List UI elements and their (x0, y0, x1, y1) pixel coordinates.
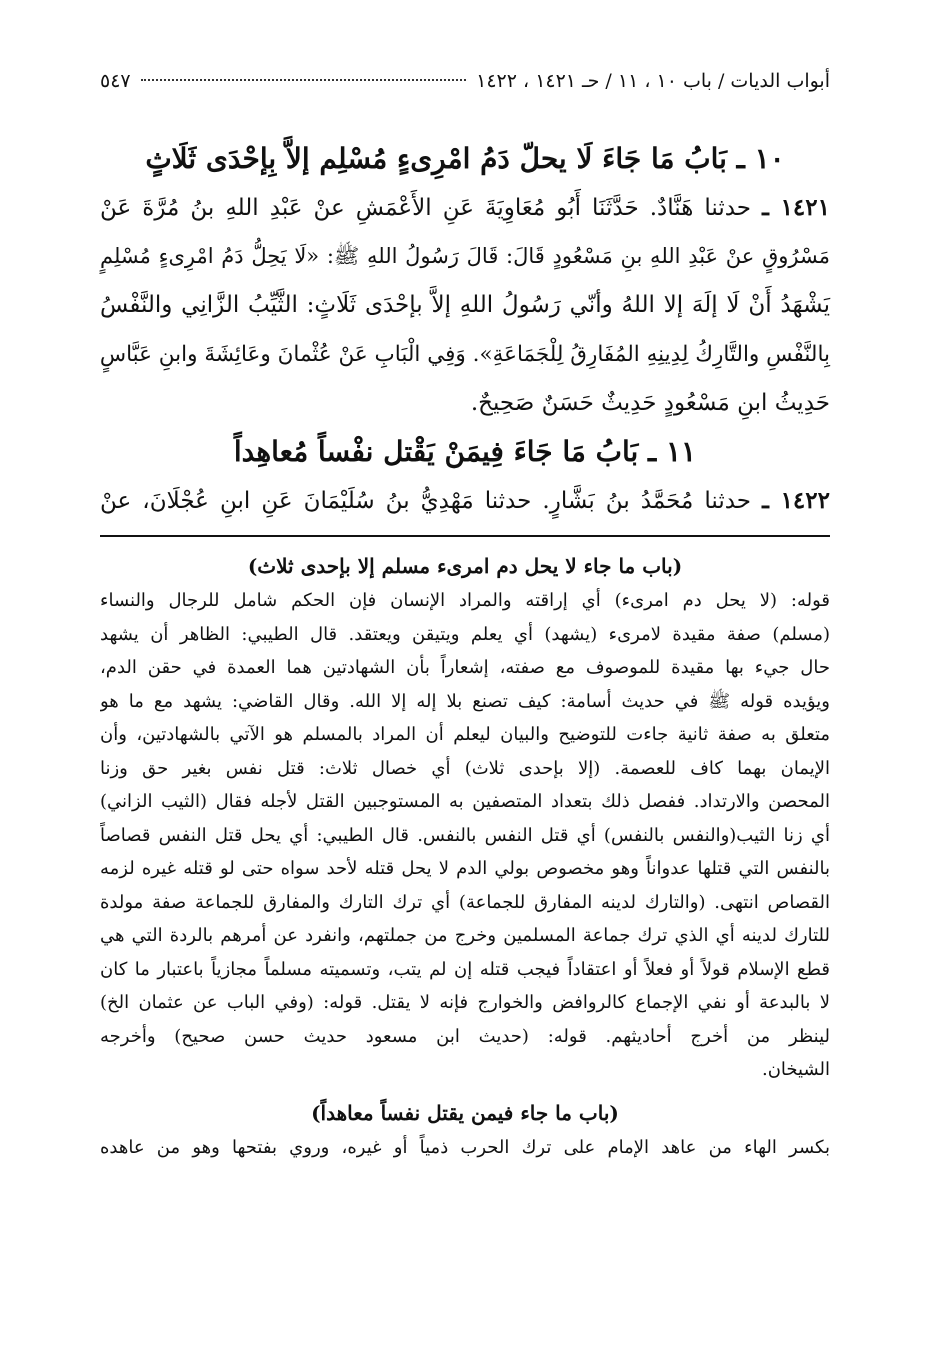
commentary-line: حال جيء بها مقيدة للموصوف مع صفته، إشعاراً بأن الشهادتين هما العمدة في حقن الدم، (100, 657, 830, 678)
commentary-line: بالنفس التي قتلها عدواناً وهو مخصوص بولي الدم لا يحل قتله لأحد سواه حتى لو قتله غيره لزمه (100, 858, 830, 879)
commentary-line: لينظر من أخرج أحاديثهم. قوله: (حديث ابن مسعود حديث حسن صحيح) وأخرجه (100, 1025, 830, 1047)
commentary-line: قوله: (لا يحل دم امرىء) أي إراقته والمراد الإنسان فإن الحكم شامل للرجال والنساء (100, 590, 830, 611)
commentary-line: (مسلم) صفة مقيدة لامرىء (يشهد) أي يعلم ويتيقن ويعتقد. قال الطيبي: الظاهر أن يشهد (100, 623, 830, 645)
commentary-heading-2: (باب ما جاء فيمن يقتل نفساً معاهداً) (311, 1100, 619, 1125)
commentary (100, 548, 830, 1164)
hadith-line: يَشْهَدُ أَنْ لَا إلَهَ إلا اللهُ وأنّي رَسُولُ اللهِ إلاَّ بإحْدَى ثَلَاثٍ: الثَّيِّبُ الزَّانِي والنَّفْسُ (100, 292, 830, 318)
hadith-number: ١٤٢١ ـ (762, 194, 830, 221)
commentary-line: بكسر الهاء من عاهد الإمام على ترك الحرب ذمياً أو غيره، وروي بفتحها وهو من عاهده (100, 1136, 830, 1158)
hadith-line: ١٤٢١ ـ حدثنا هَنَّادٌ. حَدَّثَنَا أَبُو مُعَاوِيَةَ عَنِ الأَعْمَشِ عنْ عَبْدِ اللهِ بنُ مُرَّةَ عَنْ (100, 194, 830, 221)
commentary-line: أي زنا الثيب(والنفس بالنفس) أي قتل النفس بالنفس. قال الطيبي: أي يحل قتل النفس قصاصاً (100, 824, 830, 846)
page-header (100, 70, 830, 100)
chapter-11-title: ١١ ـ بَابُ مَا جَاءَ فِيمَنْ يَقْتل نفْساً مُعاهِداً (233, 435, 697, 468)
chapter-10-title: ١٠ ـ بَابُ مَا جَاءَ لَا يحلّ دَمُ امْرِىءٍ مُسْلِم إلاَّ بِإحْدَى ثَلَاثٍ (145, 142, 785, 175)
commentary-line: متعلق به صفة ثانية جاءت للتوضيح والبيان ليعلم أن المراد بالمسلم هو الآتي بالشهادتين، وأن (100, 724, 830, 745)
commentary-line: الشيخان. (761, 1059, 830, 1080)
dotted-leader (141, 79, 467, 81)
commentary-line: لا بالبدعة أو نفي الإجماع كالروافض والخوارج فإنه لا يقتل. قوله: (وفي الباب عن عثمان الخ) (100, 992, 830, 1013)
hadith-text (100, 135, 830, 525)
commentary-line: القصاص انتهى. (والتارك لدينه المفارق للجماعة) أي ترك التارك والمفارق للجماعة صفة مولدة (100, 891, 830, 913)
commentary-line: قطع الإسلام قولاً أو فعلاً أو اعتقاداً فيجب قتله إن لم يتب، وتسميته مسلماً مجازياً باعتبار ما كان (100, 958, 830, 980)
page-number: ٥٤٧ (100, 70, 131, 92)
section-divider (100, 535, 830, 537)
hadith-1421 (100, 183, 830, 428)
hadith-line: ١٤٢٢ ـ حدثنا مُحَمَّدُ بنُ بَشَّارٍ. حدثنا مَهْدِيُّ بنُ سُلَيْمَانَ عَنِ ابنِ عُجْلَانَ، عنْ (100, 487, 830, 514)
commentary-line: المحصن والارتداد. ففصل ذلك بتعداد المتصفين به المستوجبين القتل لأجله فقال (الثيب الزاني) (100, 791, 830, 812)
hadith-line: حَدِيثُ ابنِ مَسْعُودٍ حَدِيثٌ حَسَنٌ صَحِيحٌ. (470, 390, 830, 416)
commentary-heading-1: (باب ما جاء لا يحل دم امرىء مسلم إلا بإحدى ثلاث) (247, 554, 683, 578)
hadith-number: ١٤٢٢ ـ (762, 487, 830, 514)
hadith-line: مَسْرُوقٍ عنْ عَبْدِ اللهِ بنِ مَسْعُودٍ قَالَ: قَالَ رَسُولُ اللهِ ﷺ: «لَا يَحِلُّ دَمُ امْرِىءٍ مُسْلِمٍ (100, 244, 830, 268)
commentary-line: ويؤيده قوله ﷺ في حديث أسامة: كيف تصنع بلا إله إلا الله. وقال القاضي: يشهد مع ما هو (100, 690, 830, 712)
commentary-line: للتارك لدينه أي الذي ترك جماعة المسلمين وخرج من جملتهم، وانفرد عن أمرهم بالردة التي هي (100, 925, 830, 946)
commentary-line: الإيمان بهما كاف للعصمة. (إلا بإحدى ثلاث) أي خصال ثلاث: قتل نفس بغير حق وزنا (100, 757, 830, 779)
hadith-line: بِالنَّفْسِ والتَّارِكُ لِدِينِهِ المُفَارِقُ لِلْجَمَاعَةِ». وَفِي الْبَابِ عَنْ عُثْمانَ وعَائِشَةَ وابنِ عَبَّاسٍ (99, 342, 830, 367)
running-title: أبواب الديات / باب ١٠ ، ١١ / حـ ١٤٢١ ، ١٤٢٢ (476, 70, 830, 92)
hadith-1422 (100, 476, 830, 525)
